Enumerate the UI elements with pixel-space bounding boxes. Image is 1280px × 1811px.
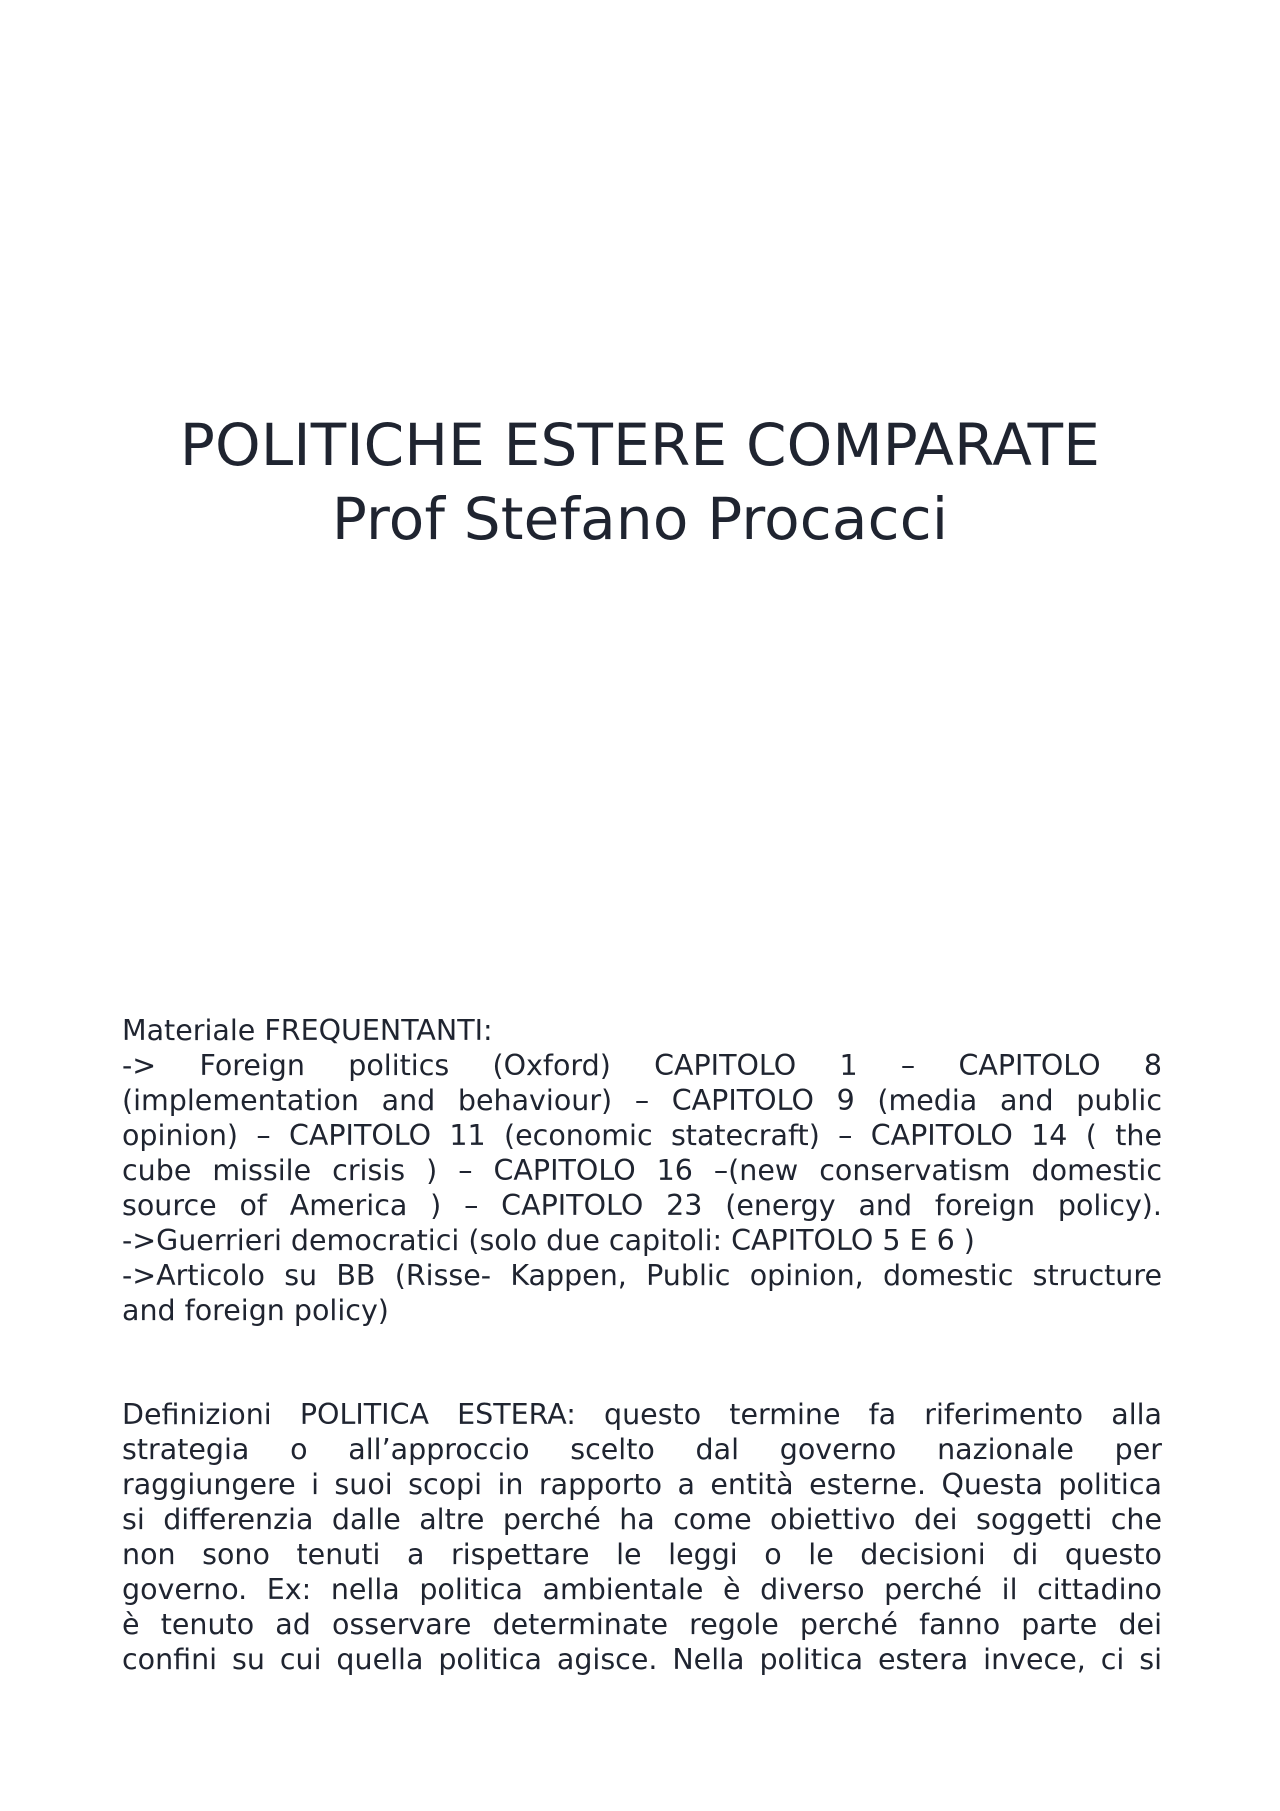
materiale-line: (implementation and behaviour) – CAPITOLO 9 (media and public xyxy=(122,1084,1162,1117)
materiale-line: cube missile crisis ) – CAPITOLO 16 –(new conservatism domestic xyxy=(122,1154,1162,1187)
materiale-section xyxy=(122,1013,1162,1328)
materiale-heading: Materiale FREQUENTANTI: xyxy=(122,1014,493,1047)
definizioni-paragraph xyxy=(122,1397,1162,1677)
definizioni-line: strategia o all’approccio scelto dal governo nazionale per xyxy=(122,1433,1162,1466)
materiale-line: ->Articolo su BB (Risse- Kappen, Public opinion, domestic structure xyxy=(122,1259,1162,1292)
materiale-line: ->Guerrieri democratici (solo due capitoli: CAPITOLO 5 E 6 ) xyxy=(122,1224,975,1257)
definizioni-line: è tenuto ad osservare determinate regole perché fanno parte dei xyxy=(122,1608,1162,1641)
materiale-line: opinion) – CAPITOLO 11 (economic statecraft) – CAPITOLO 14 ( the xyxy=(122,1119,1162,1152)
professor-name: Prof Stefano Procacci xyxy=(331,485,949,553)
definizioni-line: non sono tenuti a rispettare le leggi o le decisioni di questo xyxy=(122,1538,1162,1571)
course-title: POLITICHE ESTERE COMPARATE xyxy=(179,411,1101,479)
definizioni-line: governo. Ex: nella politica ambientale è diverso perché il cittadino xyxy=(122,1573,1162,1606)
definizioni-line: si differenzia dalle altre perché ha come obiettivo dei soggetti che xyxy=(122,1503,1162,1536)
definizioni-line: raggiungere i suoi scopi in rapporto a entità esterne. Questa politica xyxy=(122,1468,1162,1501)
document-title xyxy=(0,408,1280,556)
definizioni-line: confini su cui quella politica agisce. Nella politica estera invece, ci si xyxy=(122,1643,1162,1676)
materiale-line: source of America ) – CAPITOLO 23 (energy and foreign policy). xyxy=(122,1189,1162,1222)
definizioni-line: Definizioni POLITICA ESTERA: questo termine fa riferimento alla xyxy=(122,1398,1162,1431)
materiale-line: -> Foreign politics (Oxford) CAPITOLO 1 – CAPITOLO 8 xyxy=(122,1049,1162,1082)
materiale-line: and foreign policy) xyxy=(122,1294,389,1327)
